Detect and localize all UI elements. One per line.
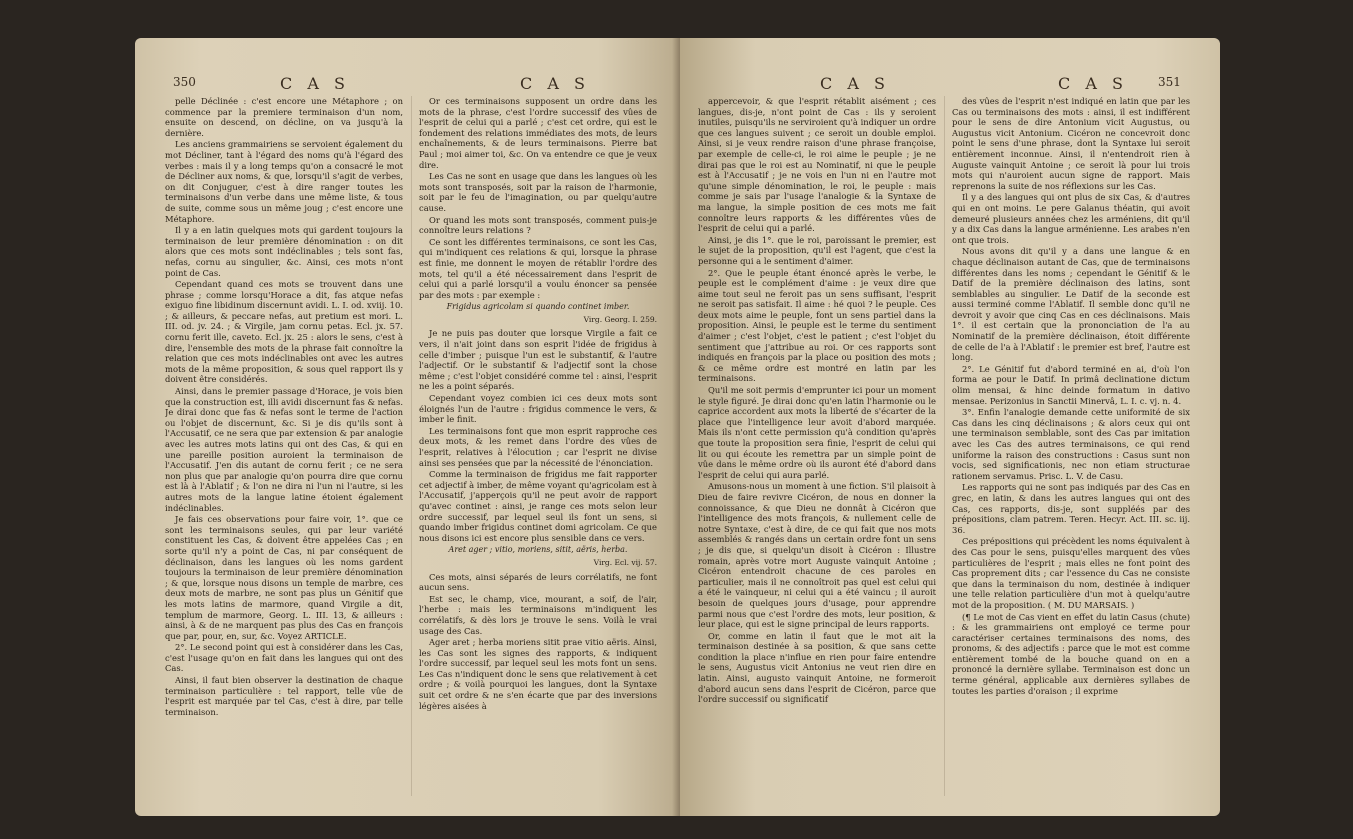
paragraph: Amusons-nous un moment à une fiction. S'il plaisoit à Dieu de faire revivre Cicéron, de nous en donner la connoissance, & que Dieu ne donnât à Cicéron que l'intelligence des mots françois, & nullement celle de notre Syntaxe, c'est à dire, de ce qui fait que nos mots assemblés & rangés dans un certain ordre font un sens ; je dis que, si quelqu'un disoit à Cicéron : Illustre romain, après votre mort Auguste vainquit Antoine ; Cicéron entendroit chacune de ces paroles en particulier, mais il ne connoîtroit pas quel est celui qui a été le vainqueur, ni celui qui a été vaincu ; il auroit besoin de quelques jours d'usage, pour apprendre parmi nous que c'est l'ordre des mots, leur position, & leur place, qui est le signe principal de leurs rapports. — [698, 481, 936, 630]
paragraph: Les rapports qui ne sont pas indiqués par des Cas en grec, en latin, & dans les autres langues qui ont des Cas, ces rapports, dis-je, sont suppléés par des prépositions, clam patrem. Teren. Hecyr. Act. III. sc. iij. 36. — [952, 482, 1190, 535]
citation: Virg. Georg. I. 259. — [583, 314, 657, 324]
paragraph: Les Cas ne sont en usage que dans les langues où les mots sont transposés, soit par la raison de l'harmonie, soit par le feu de l'imagination, ou par quelqu'autre cause. — [419, 171, 657, 213]
paragraph: pelle Déclinée : c'est encore une Métaphore ; on commence par la premiere terminaison d'un nom, ensuite on descend, on décline, on va jusqu'à la dernière. — [165, 96, 403, 138]
paragraph: 2°. Le Génitif fut d'abord terminé en ai, d'où l'on forma ae pour le Datif. In primâ declinatione dictum olim mensai, & hinc deinde formatum in dativo mensae. Perizonius in Sanctii Minervâ, L. I. c. vj. n. 4. — [952, 363, 1190, 406]
paragraph: 2°. Le second point qui est à considérer dans les Cas, c'est l'usage qu'on en fait dans les langues qui ont des Cas. — [165, 642, 403, 674]
paragraph: Qu'il me soit permis d'emprunter ici pour un moment le style figuré. Je dirai donc qu'en latin l'harmonie ou le caprice accordent aux mots la liberté de s'écarter de la place que l'intelligence leur avoit d'abord marquée. Mais ils n'ont cette permission qu'à condition qu'après que toute la proposition sera finie, l'esprit de celui qui lit ou qui écoute les remettra par un simple point de vûe dans le même ordre où ils auront été d'abord dans l'esprit de celui qui aura parlé. — [698, 385, 936, 480]
paragraph: appercevoir, & que l'esprit rétablit aisément ; ces langues, dis-je, n'ont point de Cas : ils y seroient inutiles, puisqu'ils ne serviroient qu'à indiquer un ordre que ces langues suivent ; ce seroit un double emploi. Ainsi, si je veux rendre raison d'une phrase françoise, par exemple de celle-ci, le roi aime le peuple ; je ne dirai pas que le roi est au Nominatif, ni que le peuple est à l'Accusatif ; je ne vois en l'un ni en l'autre mot qu'une simple dénomination, le roi, le peuple : mais comme je sais par l'usage l'analogie & la Syntaxe de ma langue, la simple position de ces mots me fait connoître leurs rapports & les différentes vûes de l'esprit de celui qui a parlé. — [698, 96, 936, 234]
left-page-column-1 — [165, 96, 403, 801]
left-page-column-2 — [419, 96, 657, 801]
verse-quote: Frigidus agricolam si quando continet imber. — [446, 302, 630, 312]
paragraph: Ce sont les différentes terminaisons, ce sont les Cas, qui m'indiquent ces relations & qui, lorsque la phrase est finie, me donnent le moyen de rétablir l'ordre des mots, tel qu'il a été nécessairement dans l'esprit de celui qui a parlé lorsqu'il a voulu énoncer sa pensée par des mots : par exemple : — [419, 236, 657, 300]
paragraph: Or, comme en latin il faut que le mot ait la terminaison destinée à sa position, & que sans cette condition la place n'influe en rien pour faire entendre le sens, Augustus vicit Antonius ne veut rien dire en latin. Ainsi, augusto vainquit Antoine, ne formeroit d'abord aucun sens dans l'esprit de Cicéron, parce que l'ordre successif ou significatif — [698, 630, 936, 705]
paragraph: (¶ Le mot de Cas vient en effet du latin Casus (chute) : & les grammairiens ont employé ce terme pour caractériser certaines terminaisons des noms, des pronoms, & des adjectifs : parce que le mot est comme entièrement tombé de la bouche quand on en a prononcé la dernière syllabe. Terminaison est donc un terme général, applicable aux dernières syllabes de toutes les parties d'oraison ; il exprime — [952, 611, 1190, 696]
right-page-column-1 — [698, 96, 936, 801]
paragraph: Ces mots, ainsi séparés de leurs corrélatifs, ne font aucun sens. — [419, 571, 657, 593]
running-head: C A S — [1058, 74, 1128, 93]
paragraph: Les terminaisons font que mon esprit rapproche ces deux mots, & les remet dans l'ordre des vûes de l'esprit, relatives à l'élocution ; car l'esprit ne divise ainsi ses pensées que par la nécessité de l'énonciation. — [419, 425, 657, 468]
paragraph: Ager aret ; herba moriens sitit prae vitio aëris. Ainsi, les Cas sont les signes des rapports, & indiquent l'ordre successif, par lequel seul les mots font un sens. Les Cas n'indiquent donc le sens que relativement à cet ordre ; & voilà pourquoi les langues, dont la Syntaxe suit cet ordre & ne s'en écarte que par des inversions légères aisées à — [419, 637, 657, 711]
right-header — [680, 74, 1220, 94]
verse-quote: Aret ager ; vitio, moriens, sitit, aëris, herba. — [448, 545, 628, 555]
column-rule — [411, 96, 412, 796]
paragraph: Cependant voyez combien ici ces deux mots sont éloignés l'un de l'autre : frigidus commence le vers, & imber le finit. — [419, 393, 657, 425]
paragraph: Or quand les mots sont transposés, comment puis-je connoître leurs relations ? — [419, 214, 657, 236]
paragraph: Nous avons dit qu'il y a dans une langue & en chaque déclinaison autant de Cas, que de terminaisons différentes dans les noms ; cependant le Génitif & le Datif de la première déclinaison des latins, sont semblables au singulier. Le Datif de la seconde est aussi terminé comme l'Ablatif. Il semble donc qu'il ne devroit y avoir que cinq Cas en ces déclinaisons. Mais 1°. il est certain que la prononciation de l'a au Nominatif de la première déclinaison, étoit différente de celle de l'a à l'Ablatif : le premier est bref, l'autre est long. — [952, 246, 1190, 363]
paragraph: Comme la terminaison de frigidus me fait rapporter cet adjectif à imber, de même voyant qu'agricolam est à l'Accusatif, j'apperçois qu'il ne peut avoir de rapport qu'avec continet : ainsi, je range ces mots selon leur ordre successif, par lequel seul ils font un sens, si quando imber frigidus continet domi agricolam. Ce que nous disons ici est encore plus sensible dans ce vers. — [419, 469, 657, 543]
paragraph: des vûes de l'esprit n'est indiqué en latin que par les Cas ou terminaisons des mots : ainsi, il est indifférent pour le sens de dire Antonium vicit Augustus, ou Augustus vicit Antonium. Cicéron ne concevroit donc point le sens d'une phrase, dont la Syntaxe lui seroit entièrement inconnue. Ainsi, il n'entendroit rien à Auguste vainquit Antoine ; ce seroit là pour lui trois mots qui n'auroient aucun signe de rapport. Mais reprenons la suite de nos réflexions sur les Cas. — [952, 96, 1190, 191]
paragraph: 3°. Enfin l'analogie demande cette uniformité de six Cas dans les cinq déclinaisons ; & alors ceux qui ont une terminaison semblable, sont des Cas par imitation avec les Cas des autres terminaisons, ce qui rend uniforme la raison des constructions : Casus sunt non vocis, sed significationis, nec non etiam structurae rationem servamus. Prisc. L. V. de Casu. — [952, 407, 1190, 481]
paragraph: Ces prépositions qui précèdent les noms équivalent à des Cas pour le sens, puisqu'elles marquent des vûes particulières de l'esprit ; mais elles ne font point des Cas proprement dits ; car l'essence du Cas ne consiste que dans la terminaison du nom, destinée à indiquer une telle relation particulière d'un mot à quelqu'autre mot de la proposition. ( M. DU MARSAIS. ) — [952, 536, 1190, 610]
paragraph: Ainsi, je dis 1°. que le roi, paroissant le premier, est le sujet de la proposition, qu'il est l'agent, que c'est la personne qui a le sentiment d'aimer. — [698, 234, 936, 266]
paragraph: Il y a en latin quelques mots qui gardent toujours la terminaison de leur première dénomination : on dit alors que ces mots sont indéclinables ; tels sont fas, nefas, cornu au singulier, &c. Ainsi, ces mots n'ont point de Cas. — [165, 225, 403, 278]
paragraph: Ainsi, il faut bien observer la destination de chaque terminaison particulière : tel rapport, telle vûe de l'esprit est marquée par tel Cas, c'est à dire, par telle terminaison. — [165, 675, 403, 717]
paragraph: Je ne puis pas douter que lorsque Virgile a fait ce vers, il n'ait joint dans son esprit l'idée de frigidus à celle d'imber ; puisque l'un est le substantif, & l'autre l'adjectif. Or le substantif & l'adjectif sont la chose même ; c'est l'objet considéré comme tel : ainsi, l'esprit ne les a point séparés. — [419, 328, 657, 392]
running-head: C A S — [280, 74, 350, 93]
running-head: C A S — [520, 74, 590, 93]
page-number: 351 — [1158, 75, 1181, 89]
paragraph: Les anciens grammairiens se servoient également du mot Décliner, tant à l'égard des noms qu'à l'égard des verbes : mais il y a long temps qu'on a consacré le mot de Décliner aux noms, & que, lorsqu'il s'agit de verbes, on dit Conjuguer, c'est à dire ranger toutes les terminaisons d'un verbe dans une même liste, & tous de suite, comme sous un même joug ; c'est encore une Métaphore. — [165, 139, 403, 224]
paragraph: Je fais ces observations pour faire voir, 1°. que ce sont les terminaisons seules, qui par leur variété constituent les Cas, & doivent être appelées Cas ; en sorte qu'il n'y a point de Cas, ni par conséquent de déclinaison, dans les langues où les noms gardent toujours la terminaison de leur première dénomination ; & que, lorsque nous disons un temple de marbre, ces deux mots de marbre, ne sont pas plus un Génitif que les mots latins de marmore, quand Virgile a dit, templum de marmore, Georg. L. III. 13, & ailleurs : ainsi, à & de ne marquent pas plus des Cas en françois que par, pour, en, sur, &c. Voyez ARTICLE. — [165, 514, 403, 641]
column-rule — [944, 96, 945, 796]
paragraph: Il y a des langues qui ont plus de six Cas, & d'autres qui en ont moins. Le pere Galanus théatin, qui avoit demeuré plusieurs années chez les arméniens, dit qu'il y a dix Cas dans la langue arménienne. Les arabes n'en ont que trois. — [952, 192, 1190, 245]
paragraph: Ainsi, dans le premier passage d'Horace, je vois bien que la construction est, illi avidi discernunt fas & nefas. Je dirai donc que fas & nefas sont le terme de l'action ou l'objet de discernunt, &c. Si je dis qu'ils sont à l'Accusatif, ce ne sera que par extension & par analogie avec les autres mots latins qui ont des Cas, & qui en une pareille position auroient la terminaison de l'Accusatif. J'en dis autant de cornu ferit ; ce ne sera non plus que par analogie qu'on pourra dire que cornu est là à l'Ablatif ; & l'on ne dira ni l'un ni l'autre, si les autres mots de la langue latine étoient également indéclinables. — [165, 386, 403, 513]
page-number: 350 — [173, 75, 196, 89]
left-page — [135, 38, 680, 816]
running-head: C A S — [820, 74, 890, 93]
right-page-column-2 — [952, 96, 1190, 801]
paragraph: Cependant quand ces mots se trouvent dans une phrase ; comme lorsqu'Horace a dit, fas atque nefas exiguo fine libidinum discernunt avidi. L. I. od. xviij. 10. ; & ailleurs, & peccare nefas, aut pretium est mori. L. III. od. jv. 24. ; & Virgile, jam cornu petas. Ecl. jx. 57. cornu ferit ille, caveto. Ecl. jx. 25 : alors le sens, c'est à dire, l'ensemble des mots de la phrase fait connoître la relation que ces mots indéclinables ont avec les autres mots de la même proposition, & sous quel rapport ils y doivent être considérés. — [165, 279, 403, 385]
paragraph: Or ces terminaisons supposent un ordre dans les mots de la phrase, c'est l'ordre successif des vûes de l'esprit de celui qui a parlé ; c'est cet ordre, qui est le fondement des relations immédiates des mots, de leurs enchaînements, & de leurs terminaisons. Pierre bat Paul ; moi aimer toi, &c. On va entendre ce que je veux dire. — [419, 96, 657, 170]
paragraph: 2°. Que le peuple étant énoncé après le verbe, le peuple est le complément d'aime : je veux dire que aime tout seul ne feroit pas un sens suffisant, l'esprit ne seroit pas satisfait. Il aime : hé quoi ? le peuple. Ces deux mots aime le peuple, font un sens partiel dans la proposition. Ainsi, le peuple est le terme du sentiment d'aimer ; c'est l'objet, c'est le patient ; c'est l'objet du sentiment que j'attribue au roi. Or ces rapports sont indiqués en françois par la place ou position des mots ; & ce même ordre est montré en latin par les terminaisons. — [698, 267, 936, 384]
citation: Virg. Ecl. vij. 57. — [593, 557, 657, 567]
paragraph: Est sec, le champ, vice, mourant, a soif, de l'air, l'herbe : mais les terminaisons m'indiquent les corrélatifs, & dès lors je trouve le sens. Voilà le vrai usage des Cas. — [419, 593, 657, 636]
left-header — [135, 74, 680, 94]
right-page — [680, 38, 1220, 816]
